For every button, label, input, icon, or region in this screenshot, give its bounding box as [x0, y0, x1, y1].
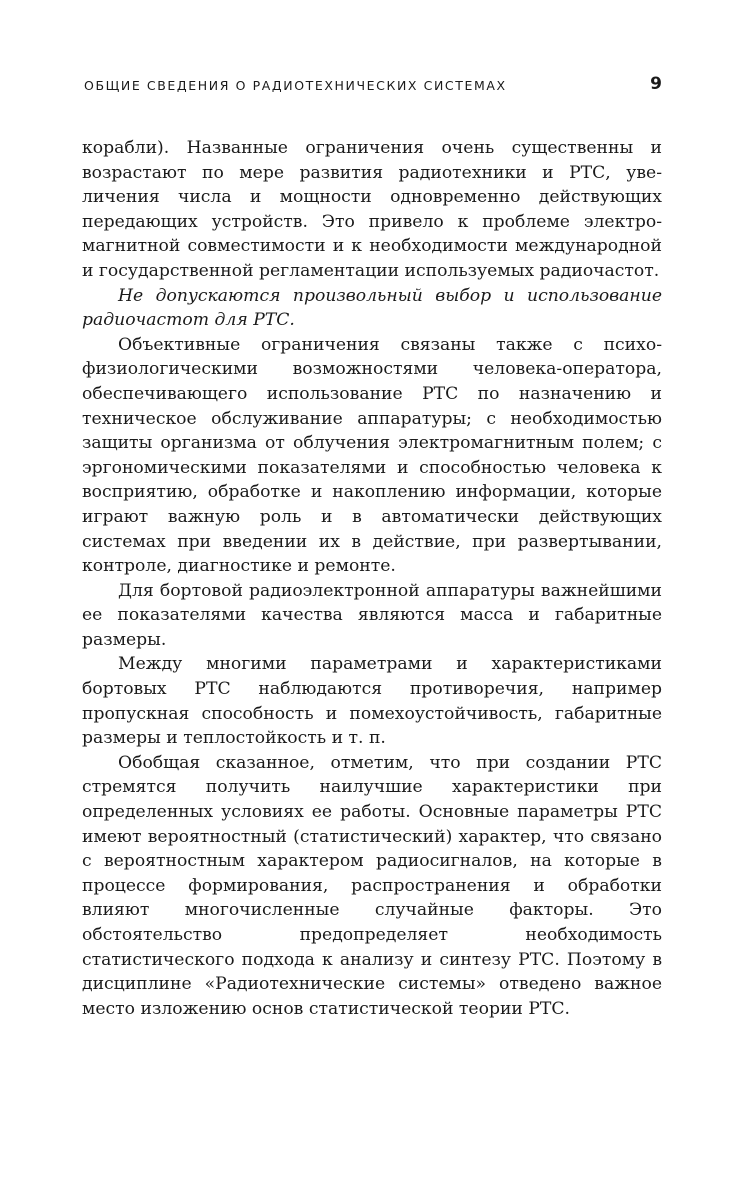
running-title: ОБЩИЕ СВЕДЕНИЯ О РАДИОТЕХНИЧЕСКИХ СИСТЕМАХ: [84, 78, 507, 93]
body-text: [82, 136, 662, 1021]
paragraph-continuation: корабли). Названные ограничения очень существенны и возрастают по мере развития радиотехники и РТС, увеличения числа и мощности одновременно действующих передающих устройств. Это привело к проблеме электромагнитной совместимости и к необходимости международной и государственной регламентации используемых радиочастот.: [82, 138, 662, 281]
paragraph-italic-rule: Не допускаются произвольный выбор и использование радиочастот для РТС.: [82, 285, 662, 331]
paragraph-contradictions: Между многими параметрами и характеристиками бортовых РТС наблюдаются противоречия, например пропускная способность и помехоустойчивость, габаритные размеры и теплостойкость и т. п.: [82, 654, 662, 749]
page-number: 9: [650, 74, 662, 94]
paragraph-onboard-equipment: Для бортовой радиоэлектронной аппаратуры важнейшими ее показателями качества являются масса и габаритные размеры.: [82, 580, 662, 650]
paragraph-summary: Обобщая сказанное, отметим, что при создании РТС стремятся получить наилучшие характеристики при определенных условиях ее работы. Основные параметры РТС имеют вероятностный (статистический) характер, что связано с вероятностным характером радиосигналов, на которые в процессе формирования, распространения и обработки влияют многочисленные случайные факторы. Это обстоятельство предопределяет необходимость статистического подхода к анализу и синтезу РТС. Поэтому в дисциплине «Радиотехнические системы» отведено важное место изложению основ статистической теории РТС.: [82, 752, 662, 1019]
running-head: [82, 74, 662, 98]
paragraph-objective-limits: Объективные ограничения связаны также с психофизиологическими возможностями человека-оператора, обеспечивающего использование РТС по назначению и техническое обслуживание аппаратуры; с необходимостью защиты организма от облучения электромагнитным полем; с эргономическими показателями и способностью человека к восприятию, обработке и накоплению информации, которые играют важную роль и в автоматически действующих системах при введении их в действие, при развертывании, контроле, диагностике и ремонте.: [82, 334, 662, 577]
